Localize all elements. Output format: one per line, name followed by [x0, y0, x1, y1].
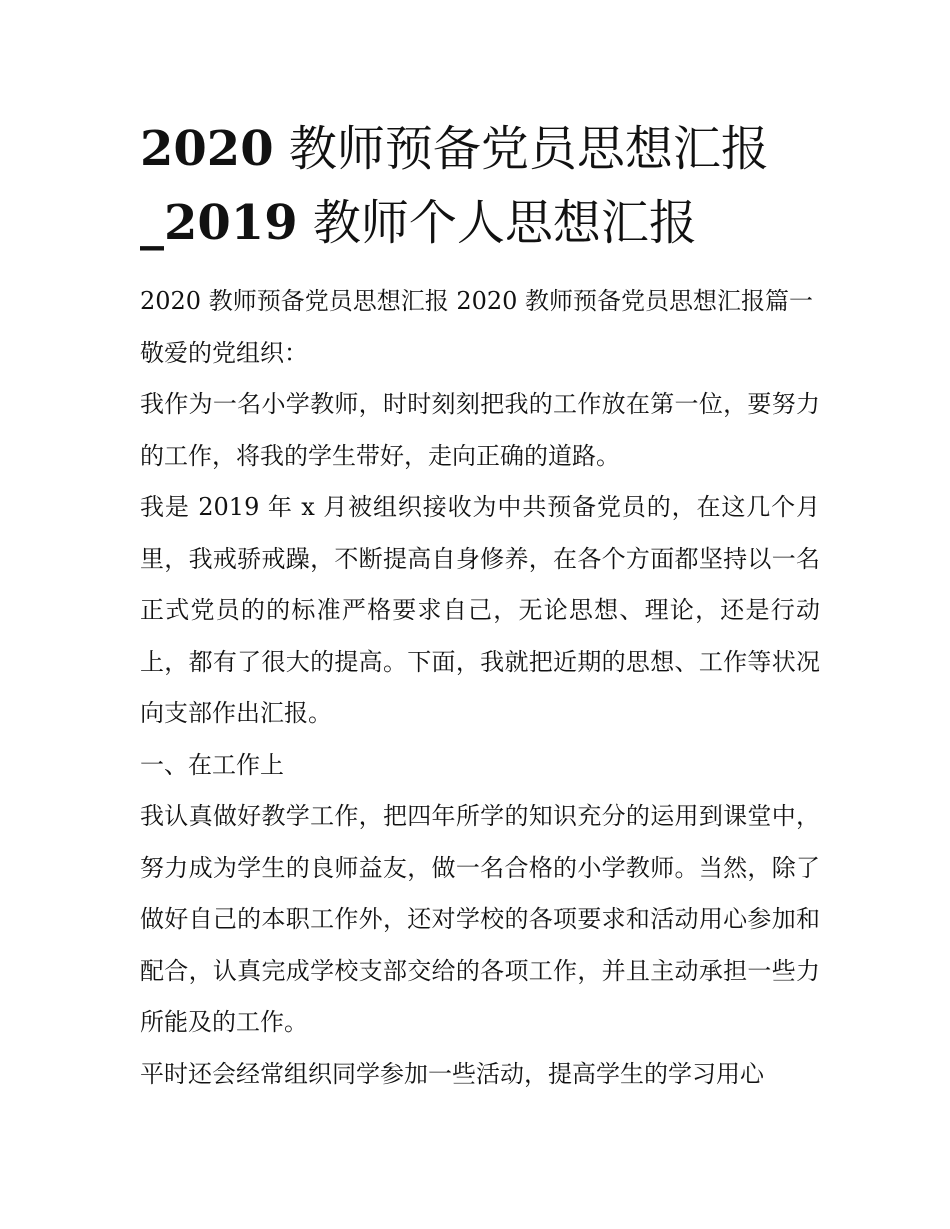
paragraph-intro: 2020 教师预备党员思想汇报 2020 教师预备党员思想汇报篇一	[140, 287, 814, 315]
paragraph: 我认真做好教学工作，把四年所学的知识充分的运用到课堂中，努力成为学生的良师益友，做一名合格的小学教师。当然，除了做好自己的本职工作外，还对学校的各项要求和活动用心参加和配合，认真完成学校支部交给的各项工作，并且主动承担一些力所能及的工作。	[140, 802, 820, 1036]
document-title	[140, 112, 820, 260]
title-line-2	[140, 195, 697, 251]
title-line-1	[140, 121, 769, 177]
title-text-2: 教师个人思想汇报	[312, 195, 697, 251]
document-content	[140, 112, 820, 1100]
paragraph: 平时还会经常组织同学参加一些活动，提高学生的学习用心	[140, 1059, 764, 1088]
paragraph: 我是 2019 年 x 月被组织接收为中共预备党员的，在这几个月里，我戒骄戒躁，不断提高自身修养，在各个方面都坚持以一名正式党员的的标准严格要求自己，无论思想、理论，还是行动上，都有了很大的提高。下面，我就把近期的思想、工作等状况向支部作出汇报。	[140, 493, 820, 727]
document-body	[140, 276, 820, 1100]
paragraph: 我作为一名小学教师，时时刻刻把我的工作放在第一位，要努力的工作，将我的学生带好，走向正确的道路。	[140, 390, 820, 470]
title-year-1: 2020	[140, 121, 274, 177]
title-text-1: 教师预备党员思想汇报	[288, 121, 769, 177]
title-year-2: _2019	[140, 195, 298, 251]
paragraph-salutation: 敬爱的党组织：	[140, 338, 308, 367]
section-heading: 一、在工作上	[140, 750, 284, 779]
